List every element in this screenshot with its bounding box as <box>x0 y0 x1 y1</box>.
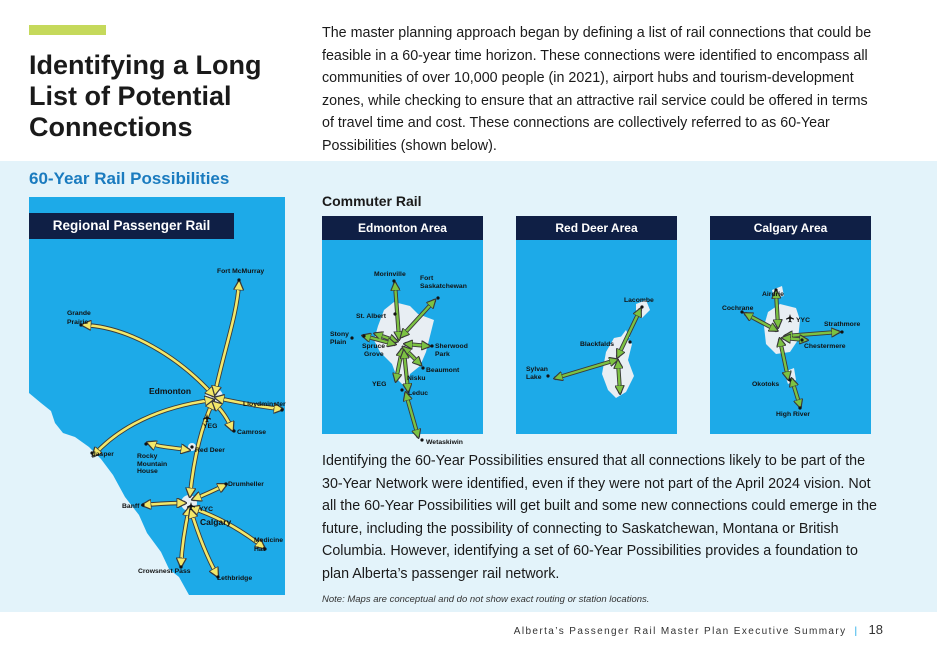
place-yeg: YEG <box>372 381 387 388</box>
map-note: Note: Maps are conceptual and do not show exact routing or station locations. <box>322 594 650 605</box>
place-lloydminster: Lloydminster <box>243 401 286 408</box>
place-medicine-hat: Medicine <box>254 537 284 544</box>
section-title: 60-Year Rail Possibilities <box>29 169 230 188</box>
place-wetaskiwin: Wetaskiwin <box>426 439 463 446</box>
accent-bar <box>29 25 106 35</box>
footer-separator: | <box>854 626 859 637</box>
place-edmonton: Edmonton <box>149 386 192 396</box>
page-footer <box>514 622 883 637</box>
place-fort-saskatchewan-2: Saskatchewan <box>420 283 467 290</box>
red-deer-area-header: Red Deer Area <box>516 216 677 240</box>
edmonton-area-map <box>322 216 483 446</box>
place-spruce-grove: Spruce <box>362 343 386 350</box>
place-sylvan-lake: Sylvan <box>526 366 548 373</box>
place-camrose: Camrose <box>237 429 267 436</box>
body-paragraph: Identifying the 60-Year Possibilities ensured that all connections likely to be part of the 30-Year Network were identified, even if they were not part of the April 2024 vision. Not all the 60-Year Possibilities will get built and some new connections could emerge in the future, including the possibility of connecting to Saskatchewan, Montana or British Columbia. However, identifying a set of 60-Year Possibilities provides a foundation to plan Alberta’s passenger rail network. <box>322 453 877 582</box>
place-high-river: High River <box>776 411 810 418</box>
place-strathmore: Strathmore <box>824 321 861 328</box>
page-number: 18 <box>868 622 883 637</box>
place-grande-prairie-2: Prairie <box>67 319 89 326</box>
commuter-rail-title: Commuter Rail <box>322 193 422 209</box>
intro-paragraph: The master planning approach began by defining a list of rail connections that could be feasible in a 60-year time horizon. These connections were identified to encompass all communities of over 10,000 people (in 2021), airport hubs and tourism-development zones, while checking to ensure that an attractive rail service could be offered in terms of travel time and cost. These connections are collectively referred to as 60-Year Possibilities (shown below). <box>322 25 872 154</box>
calgary-area-header: Calgary Area <box>710 216 871 240</box>
place-sylvan-lake-2: Lake <box>526 374 542 381</box>
place-crowsnest-pass: Crowsnest Pass <box>138 568 191 575</box>
regional-rail-label: Regional Passenger Rail <box>29 213 234 239</box>
place-nisku: Nisku <box>407 375 426 382</box>
regional-rail-map <box>29 197 285 595</box>
place-banff: Banff <box>122 503 140 510</box>
place-airdrie: Airdrie <box>762 291 784 298</box>
place-blackfalds: Blackfalds <box>580 341 615 348</box>
place-sherwood-park: Sherwood <box>435 343 468 350</box>
red-deer-area-map <box>516 216 677 434</box>
place-red-deer: Red Deer <box>195 447 225 454</box>
place-drumheller: Drumheller <box>228 481 264 488</box>
place-yeg: YEG <box>203 423 218 430</box>
place-beaumont: Beaumont <box>426 367 460 374</box>
place-leduc: Leduc <box>408 390 429 397</box>
place-morinville: Morinville <box>374 271 406 278</box>
place-sherwood-park-2: Park <box>435 351 450 358</box>
place-medicine-hat-2: Hat <box>254 546 265 553</box>
place-okotoks: Okotoks <box>752 381 780 388</box>
place-lacombe: Lacombe <box>624 297 654 304</box>
place-rocky-mountain-house-3: House <box>137 468 158 475</box>
place-yyc: YYC <box>796 317 810 324</box>
calgary-area-map <box>710 216 871 434</box>
place-fort-mcmurray: Fort McMurray <box>217 268 265 275</box>
place-spruce-grove-2: Grove <box>364 351 384 358</box>
place-chestermere: Chestermere <box>804 343 846 350</box>
place-cochrane: Cochrane <box>722 305 754 312</box>
page-title: Identifying a Long List of Potential Connections <box>29 50 262 142</box>
place-yyc: YYC <box>199 506 213 513</box>
footer-title: Alberta’s Passenger Rail Master Plan Executive Summary <box>513 626 847 637</box>
place-fort-saskatchewan: Fort <box>420 275 434 282</box>
place-stony-plain-2: Plain <box>330 339 347 346</box>
place-jasper: Jasper <box>92 451 114 458</box>
place-calgary: Calgary <box>200 517 232 527</box>
place-stony-plain: Stony <box>330 331 349 338</box>
place-st-albert: St. Albert <box>356 313 386 320</box>
edmonton-area-header: Edmonton Area <box>322 216 483 240</box>
place-rocky-mountain-house-2: Mountain <box>137 461 168 468</box>
place-rocky-mountain-house: Rocky <box>137 453 158 460</box>
place-grande-prairie: Grande <box>67 310 91 317</box>
place-lethbridge: Lethbridge <box>217 575 253 582</box>
